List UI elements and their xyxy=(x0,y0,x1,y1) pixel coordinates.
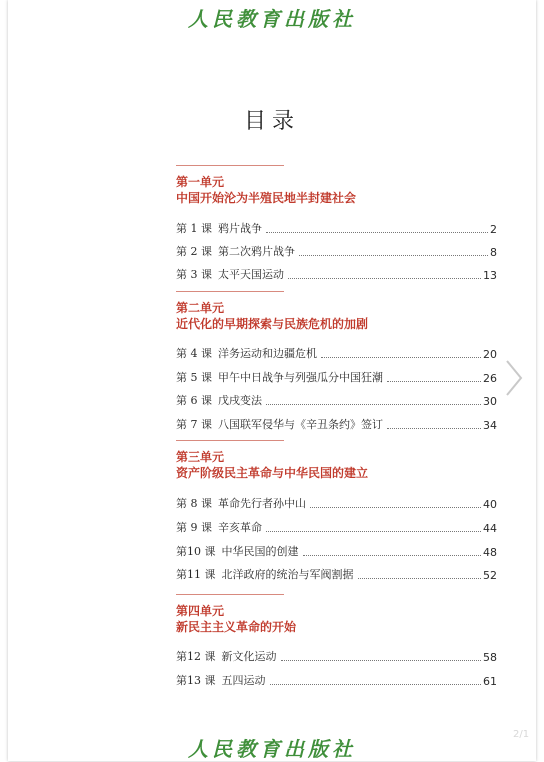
toc-entry[interactable] xyxy=(176,416,497,432)
lesson-title: 新文化运动 xyxy=(221,650,277,663)
lesson-title: 中华民国的创建 xyxy=(221,545,299,558)
unit-divider xyxy=(176,440,284,441)
page-number: 58 xyxy=(483,651,497,664)
page-number: 2 xyxy=(490,223,497,236)
lesson-number: 第 2 课 xyxy=(176,245,212,258)
toc-entry[interactable] xyxy=(176,543,497,559)
lesson-number: 第 3 课 xyxy=(176,268,212,281)
lesson-title: 鸦片战争 xyxy=(218,222,262,235)
page-number: 8 xyxy=(490,246,497,259)
lesson-number: 第11 课 xyxy=(176,568,216,581)
page-number: 61 xyxy=(483,675,497,688)
chevron-right-icon xyxy=(504,358,524,402)
toc-entry[interactable] xyxy=(176,648,497,664)
unit-heading xyxy=(176,291,369,331)
lesson-title: 第二次鸦片战争 xyxy=(218,245,295,258)
unit-heading xyxy=(176,165,357,205)
lesson-number: 第 4 课 xyxy=(176,347,212,360)
dot-leader xyxy=(358,577,482,579)
lesson-number: 第10 课 xyxy=(176,545,216,558)
lesson-number: 第 1 课 xyxy=(176,222,212,235)
lesson-number: 第 6 课 xyxy=(176,394,212,407)
unit-name: 中国开始沦为半殖民地半封建社会 xyxy=(176,191,357,205)
unit-label: 第二单元 xyxy=(176,301,225,315)
unit-label: 第三单元 xyxy=(176,450,225,464)
lesson-number: 第 9 课 xyxy=(176,521,212,534)
lesson-title: 八国联军侵华与《辛丑条约》签订 xyxy=(218,418,383,431)
toc-entry[interactable] xyxy=(176,672,497,688)
page-number: 30 xyxy=(483,395,497,408)
dot-leader xyxy=(310,506,481,508)
unit-label: 第一单元 xyxy=(176,175,225,189)
dot-leader xyxy=(321,356,481,358)
dot-leader xyxy=(270,683,482,685)
page-number: 52 xyxy=(483,569,497,582)
unit-label: 第四单元 xyxy=(176,604,225,618)
lesson-title: 戊戌变法 xyxy=(218,394,262,407)
dot-leader xyxy=(387,427,481,429)
dot-leader xyxy=(281,659,482,661)
dot-leader xyxy=(266,530,481,532)
unit-divider xyxy=(176,594,284,595)
dot-leader xyxy=(266,231,488,233)
toc-entry[interactable] xyxy=(176,519,497,535)
unit-divider xyxy=(176,291,284,292)
page-number: 26 xyxy=(483,372,497,385)
page-number: 20 xyxy=(483,348,497,361)
page-number: 48 xyxy=(483,546,497,559)
lesson-title: 五四运动 xyxy=(221,674,266,687)
toc-title: 目录 xyxy=(243,109,300,134)
lesson-title: 洋务运动和边疆危机 xyxy=(218,347,317,360)
toc-entry[interactable] xyxy=(176,345,497,361)
document-page xyxy=(8,0,536,761)
unit-divider xyxy=(176,165,284,166)
lesson-title: 北洋政府的统治与军阀割据 xyxy=(221,568,354,581)
lesson-number: 第 8 课 xyxy=(176,497,212,510)
dot-leader xyxy=(288,277,481,279)
lesson-title: 革命先行者孙中山 xyxy=(218,497,306,510)
lesson-number: 第 7 课 xyxy=(176,418,212,431)
page-indicator: 2/1 xyxy=(513,729,530,740)
toc-entry[interactable] xyxy=(176,220,497,236)
lesson-number: 第 5 课 xyxy=(176,371,212,384)
unit-heading xyxy=(176,440,369,480)
lesson-number: 第12 课 xyxy=(176,650,216,663)
page-number: 40 xyxy=(483,498,497,511)
lesson-title: 辛亥革命 xyxy=(218,521,262,534)
toc-entry[interactable] xyxy=(176,243,497,259)
unit-name: 资产阶级民主革命与中华民国的建立 xyxy=(176,466,369,480)
lesson-title: 甲午中日战争与列强瓜分中国狂潮 xyxy=(218,371,383,384)
unit-name: 近代化的早期探索与民族危机的加剧 xyxy=(176,317,369,331)
unit-name: 新民主主义革命的开始 xyxy=(176,620,297,634)
dot-leader xyxy=(266,403,481,405)
page-number: 13 xyxy=(483,269,497,282)
publisher-logo-top: 人民教育出版社 xyxy=(188,7,356,31)
publisher-logo-bottom: 人民教育出版社 xyxy=(188,737,356,761)
lesson-number: 第13 课 xyxy=(176,674,216,687)
toc-entry[interactable] xyxy=(176,392,497,408)
toc-entry[interactable] xyxy=(176,266,497,282)
toc-entry[interactable] xyxy=(176,566,497,582)
page-number: 34 xyxy=(483,419,497,432)
unit-heading xyxy=(176,594,297,634)
dot-leader xyxy=(303,554,482,556)
toc-entry[interactable] xyxy=(176,369,497,385)
next-page-button[interactable] xyxy=(492,358,536,402)
dot-leader xyxy=(387,380,481,382)
lesson-title: 太平天国运动 xyxy=(218,268,284,281)
page-number: 44 xyxy=(483,522,497,535)
toc-entry[interactable] xyxy=(176,495,497,511)
dot-leader xyxy=(299,254,488,256)
